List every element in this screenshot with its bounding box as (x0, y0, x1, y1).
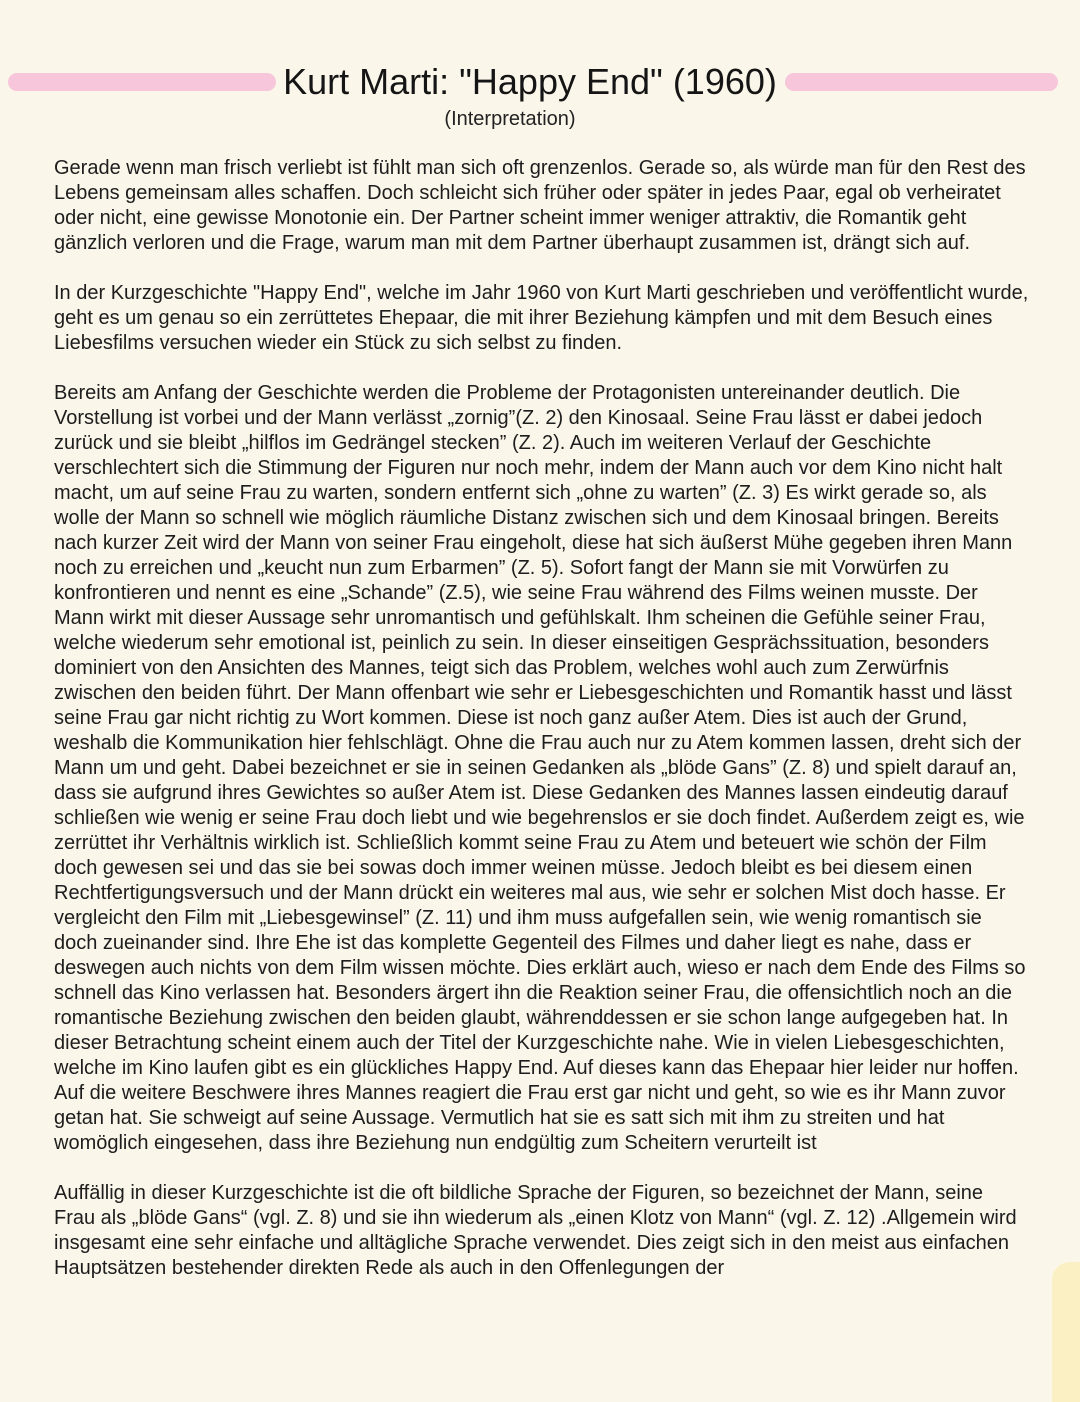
paragraph-summary: In der Kurzgeschichte "Happy End", welche im Jahr 1960 von Kurt Marti geschrieben und veröffentlicht wurde, geht es um genau so ein zerrüttetes Ehepaar, die mit ihrer Beziehung kämpfen und mit dem Besuch eines Liebesfilms versuchen wieder ein Stück zu sich selbst zu finden. (54, 282, 1029, 354)
document-body (54, 156, 1029, 1306)
paragraph-language: Auffällig in dieser Kurzgeschichte ist die oft bildliche Sprache der Figuren, so bezeichnet der Mann, seine Frau als „blöde Gans“ (vgl. Z. 8) und sie ihn wiederum als „einen Klotz von Mann“ (vgl. Z. 12) .Allgemein wird insgesamt eine sehr einfache und alltägliche Sprache verwendet. Dies zeigt sich in den meist aus einfachen Hauptsätzen bestehender direkten Rede als auch in den Offenlegungen der (54, 1182, 1017, 1279)
page-title: Kurt Marti: "Happy End" (1960) (283, 61, 777, 102)
page-subtitle: (Interpretation) (444, 108, 576, 130)
corner-accent (1052, 1262, 1080, 1402)
paragraph-intro: Gerade wenn man frisch verliebt ist fühlt man sich oft grenzenlos. Gerade so, als würde man für den Rest des Lebens gemeinsam alles schaffen. Doch schleicht sich früher oder später in jedes Paar, egal ob verheiratet oder nicht, eine gewisse Monotonie ein. Der Partner scheint immer weniger attraktiv, die Romantik geht gänzlich verloren und die Frage, warum man mit dem Partner überhaupt zusammen ist, drängt sich auf. (54, 157, 1026, 254)
paragraph-analysis: Bereits am Anfang der Geschichte werden die Probleme der Protagonisten untereinander deutlich. Die Vorstellung ist vorbei und der Mann verlässt „zornig”(Z. 2) den Kinosaal. Seine Frau lässt er dabei jedoch zurück und sie bleibt „hilflos im Gedrängel stecken” (Z. 2). Auch im weiteren Verlauf der Geschichte verschlechtert sich die Stimmung der Figuren nur noch mehr, indem der Mann auch vor dem Kino nicht halt macht, um auf seine Frau zu warten, sondern entfernt sich „ohne zu warten” (Z. 3) Es wirkt gerade so, als wolle der Mann so schnell wie möglich räumliche Distanz zwischen sich und dem Kinosaal bringen. Bereits nach kurzer Zeit wird der Mann von seiner Frau eingeholt, diese hat sich äußerst Mühe gegeben ihren Mann noch zu erreichen und „keucht nun zum Erbarmen” (Z. 5). Sofort fangt der Mann sie mit Vorwürfen zu konfrontieren und nennt es eine „Schande” (Z.5), wie seine Frau während des Films weinen musste. Der Mann wirkt mit dieser Aussage sehr unromantisch und gefühlskalt. Ihm scheinen die Gefühle seiner Frau, welche wiederum sehr emotional ist, peinlich zu sein. In dieser einseitigen Gesprächssituation, besonders dominiert von den Ansichten des Mannes, teigt sich das Problem, welches wohl auch zum Zerwürfnis zwischen den beiden führt. Der Mann offenbart wie sehr er Liebesgeschichten und Romantik hasst und lässt seine Frau gar nicht richtig zu Wort kommen. Diese ist noch ganz außer Atem. Dies ist auch der Grund, weshalb die Kommunikation hier fehlschlägt. Ohne die Frau auch nur zu Atem kommen lassen, dreht sich der Mann um und geht. Dabei bezeichnet er sie in seinen Gedanken als „blöde Gans” (Z. 8) und spielt darauf an, dass sie aufgrund ihres Gewichtes so außer Atem ist. Diese Gedanken des Mannes lassen eindeutig darauf schließen wie wenig er seine Frau doch liebt und wie begehrenslos er sie doch findet. Außerdem zeigt es, wie zerrüttet ihr Verhältnis wirklich ist. Schließlich kommt seine Frau zu Atem und beteuert wie schön der Film doch gewesen sei und das sie bei sowas doch immer weinen müsse. Jedoch bleibt es bei diesem einen Rechtfertigungsversuch und der Mann drückt ein weiteres mal aus, wie sehr er solchen Mist doch hasse. Er vergleicht den Film mit „Liebesgewinsel” (Z. 11) und ihm muss aufgefallen sein, wie wenig romantisch sie doch zueinander sind. Ihre Ehe ist das komplette Gegenteil des Filmes und daher liegt es nahe, dass er deswegen auch nichts von dem Film wissen möchte. Dies erklärt auch, wieso er nach dem Ende des Films so schnell das Kino verlassen hat. Besonders ärgert ihn die Reaktion seiner Frau, die offensichtlich noch an die romantische Beziehung zwischen den beiden glaubt, währenddessen er sie schon lange aufgegeben hat. In dieser Betrachtung scheint einem auch der Titel der Kurzgeschichte nahe. Wie in vielen Liebesgeschichten, welche im Kino laufen gibt es ein glückliches Happy End. Auf dieses kann das Ehepaar hier leider nur hoffen. Auf die weitere Beschwere ihres Mannes reagiert die Frau erst gar nicht und geht, so wie es ihr Mann zuvor getan hat. Sie schweigt auf seine Aussage. Vermutlich hat sie es satt sich mit ihm zu streiten und hat womöglich eingesehen, dass ihre Beziehung nun endgültig zum Scheitern verurteilt ist (54, 382, 1026, 1154)
